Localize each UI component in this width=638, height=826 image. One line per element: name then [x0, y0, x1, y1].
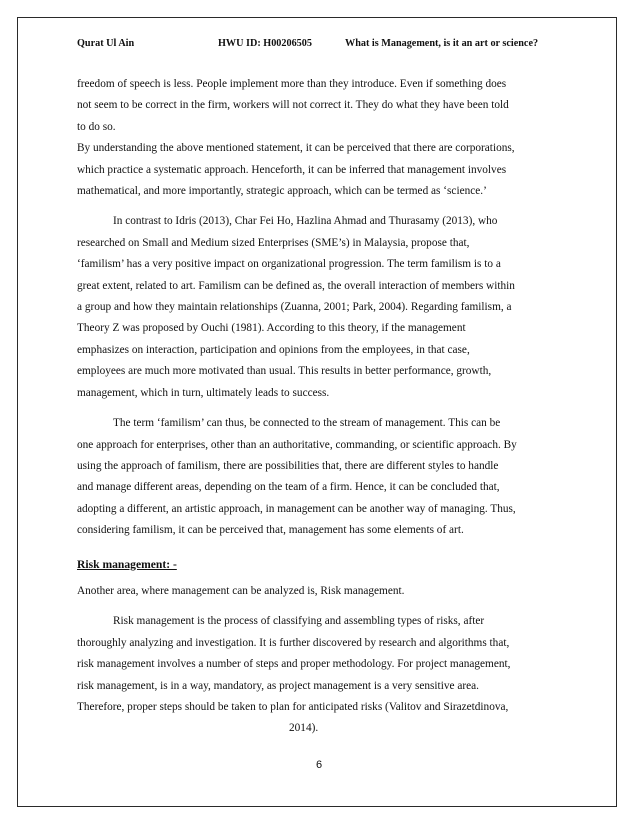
text-line: one approach for enterprises, other than an authoritative, commanding, or scientific approach. By [77, 438, 517, 451]
text-line: Theory Z was proposed by Ouchi (1981). According to this theory, if the management [77, 322, 466, 335]
text-line: not seem to be correct in the firm, workers will not correct it. They do what they have been told [77, 99, 509, 112]
text-line: 2014). [289, 722, 319, 735]
document-body [77, 74, 569, 740]
text-line: Another area, where management can be analyzed is, Risk management. [77, 584, 405, 597]
text-line: using the approach of familism, there are possibilities that, there are different styles to handle [77, 459, 499, 472]
paragraph-speech [77, 74, 569, 138]
paragraph-art-approach [77, 413, 569, 541]
text-line: and manage different areas, depending on the team of a firm. Hence, it can be concluded that, [77, 481, 500, 494]
text-line: researched on Small and Medium sized Enterprises (SME’s) in Malaysia, propose that, [77, 236, 470, 249]
text-line: By understanding the above mentioned statement, it can be perceived that there are corporations, [77, 142, 515, 155]
text-line: Therefore, proper steps should be taken to plan for anticipated risks (Valitov and Sirazetdinova, [77, 700, 509, 713]
text-line: In contrast to Idris (2013), Char Fei Ho, Hazlina Ahmad and Thurasamy (2013), who [113, 215, 498, 228]
page-number: 6 [315, 759, 323, 771]
text-line: risk management, is in a way, mandatory, as project management is a very sensitive area. [77, 679, 479, 692]
text-line: a group and how they maintain relationships (Zuanna, 2001; Park, 2004). Regarding familism, a [77, 301, 512, 314]
text-line: considering familism, it can be perceived that, management has some elements of art. [77, 524, 464, 537]
text-line: adopting a different, an artistic approach, in management can be another way of managing. Thus, [77, 502, 516, 515]
header-student-id: HWU ID: H00206505 [218, 38, 312, 49]
text-line: employees are much more motivated than usual. This results in better performance, growth, [77, 365, 492, 378]
paragraph-familism [77, 211, 569, 404]
text-line: which practice a systematic approach. Henceforth, it can be inferred that management involves [77, 163, 507, 176]
section-heading-risk-management: Risk management: - [77, 557, 177, 571]
text-line: management, which in turn, ultimately leads to success. [77, 386, 330, 399]
text-line: The term ‘familism’ can thus, be connected to the stream of management. This can be [113, 417, 501, 430]
text-line: thoroughly analyzing and investigation. It is further discovered by research and algorithms that, [77, 636, 510, 649]
text-line: to do so. [77, 120, 116, 133]
paragraph-risk-intro [77, 581, 569, 602]
header-author: Qurat Ul Ain [77, 38, 135, 49]
text-line: risk management involves a number of steps and proper methodology. For project management, [77, 658, 511, 671]
text-line: mathematical, and more importantly, strategic approach, which can be termed as ‘science.’ [77, 185, 487, 198]
paragraph-science [77, 138, 569, 202]
text-line: Risk management is the process of classifying and assembling types of risks, after [113, 615, 485, 628]
page-header [77, 38, 578, 56]
paragraph-risk-process [77, 611, 569, 739]
text-line: ‘familism’ has a very positive impact on organizational progression. The term familism is to a [77, 258, 501, 271]
header-essay-title: What is Management, is it an art or science? [345, 38, 539, 49]
text-line: freedom of speech is less. People implement more than they introduce. Even if something does [77, 78, 507, 90]
text-line: emphasizes on interaction, participation and opinions from the employees, in that case, [77, 343, 470, 356]
text-line: great extent, related to art. Familism can be defined as, the overall interaction of members within [77, 279, 515, 292]
